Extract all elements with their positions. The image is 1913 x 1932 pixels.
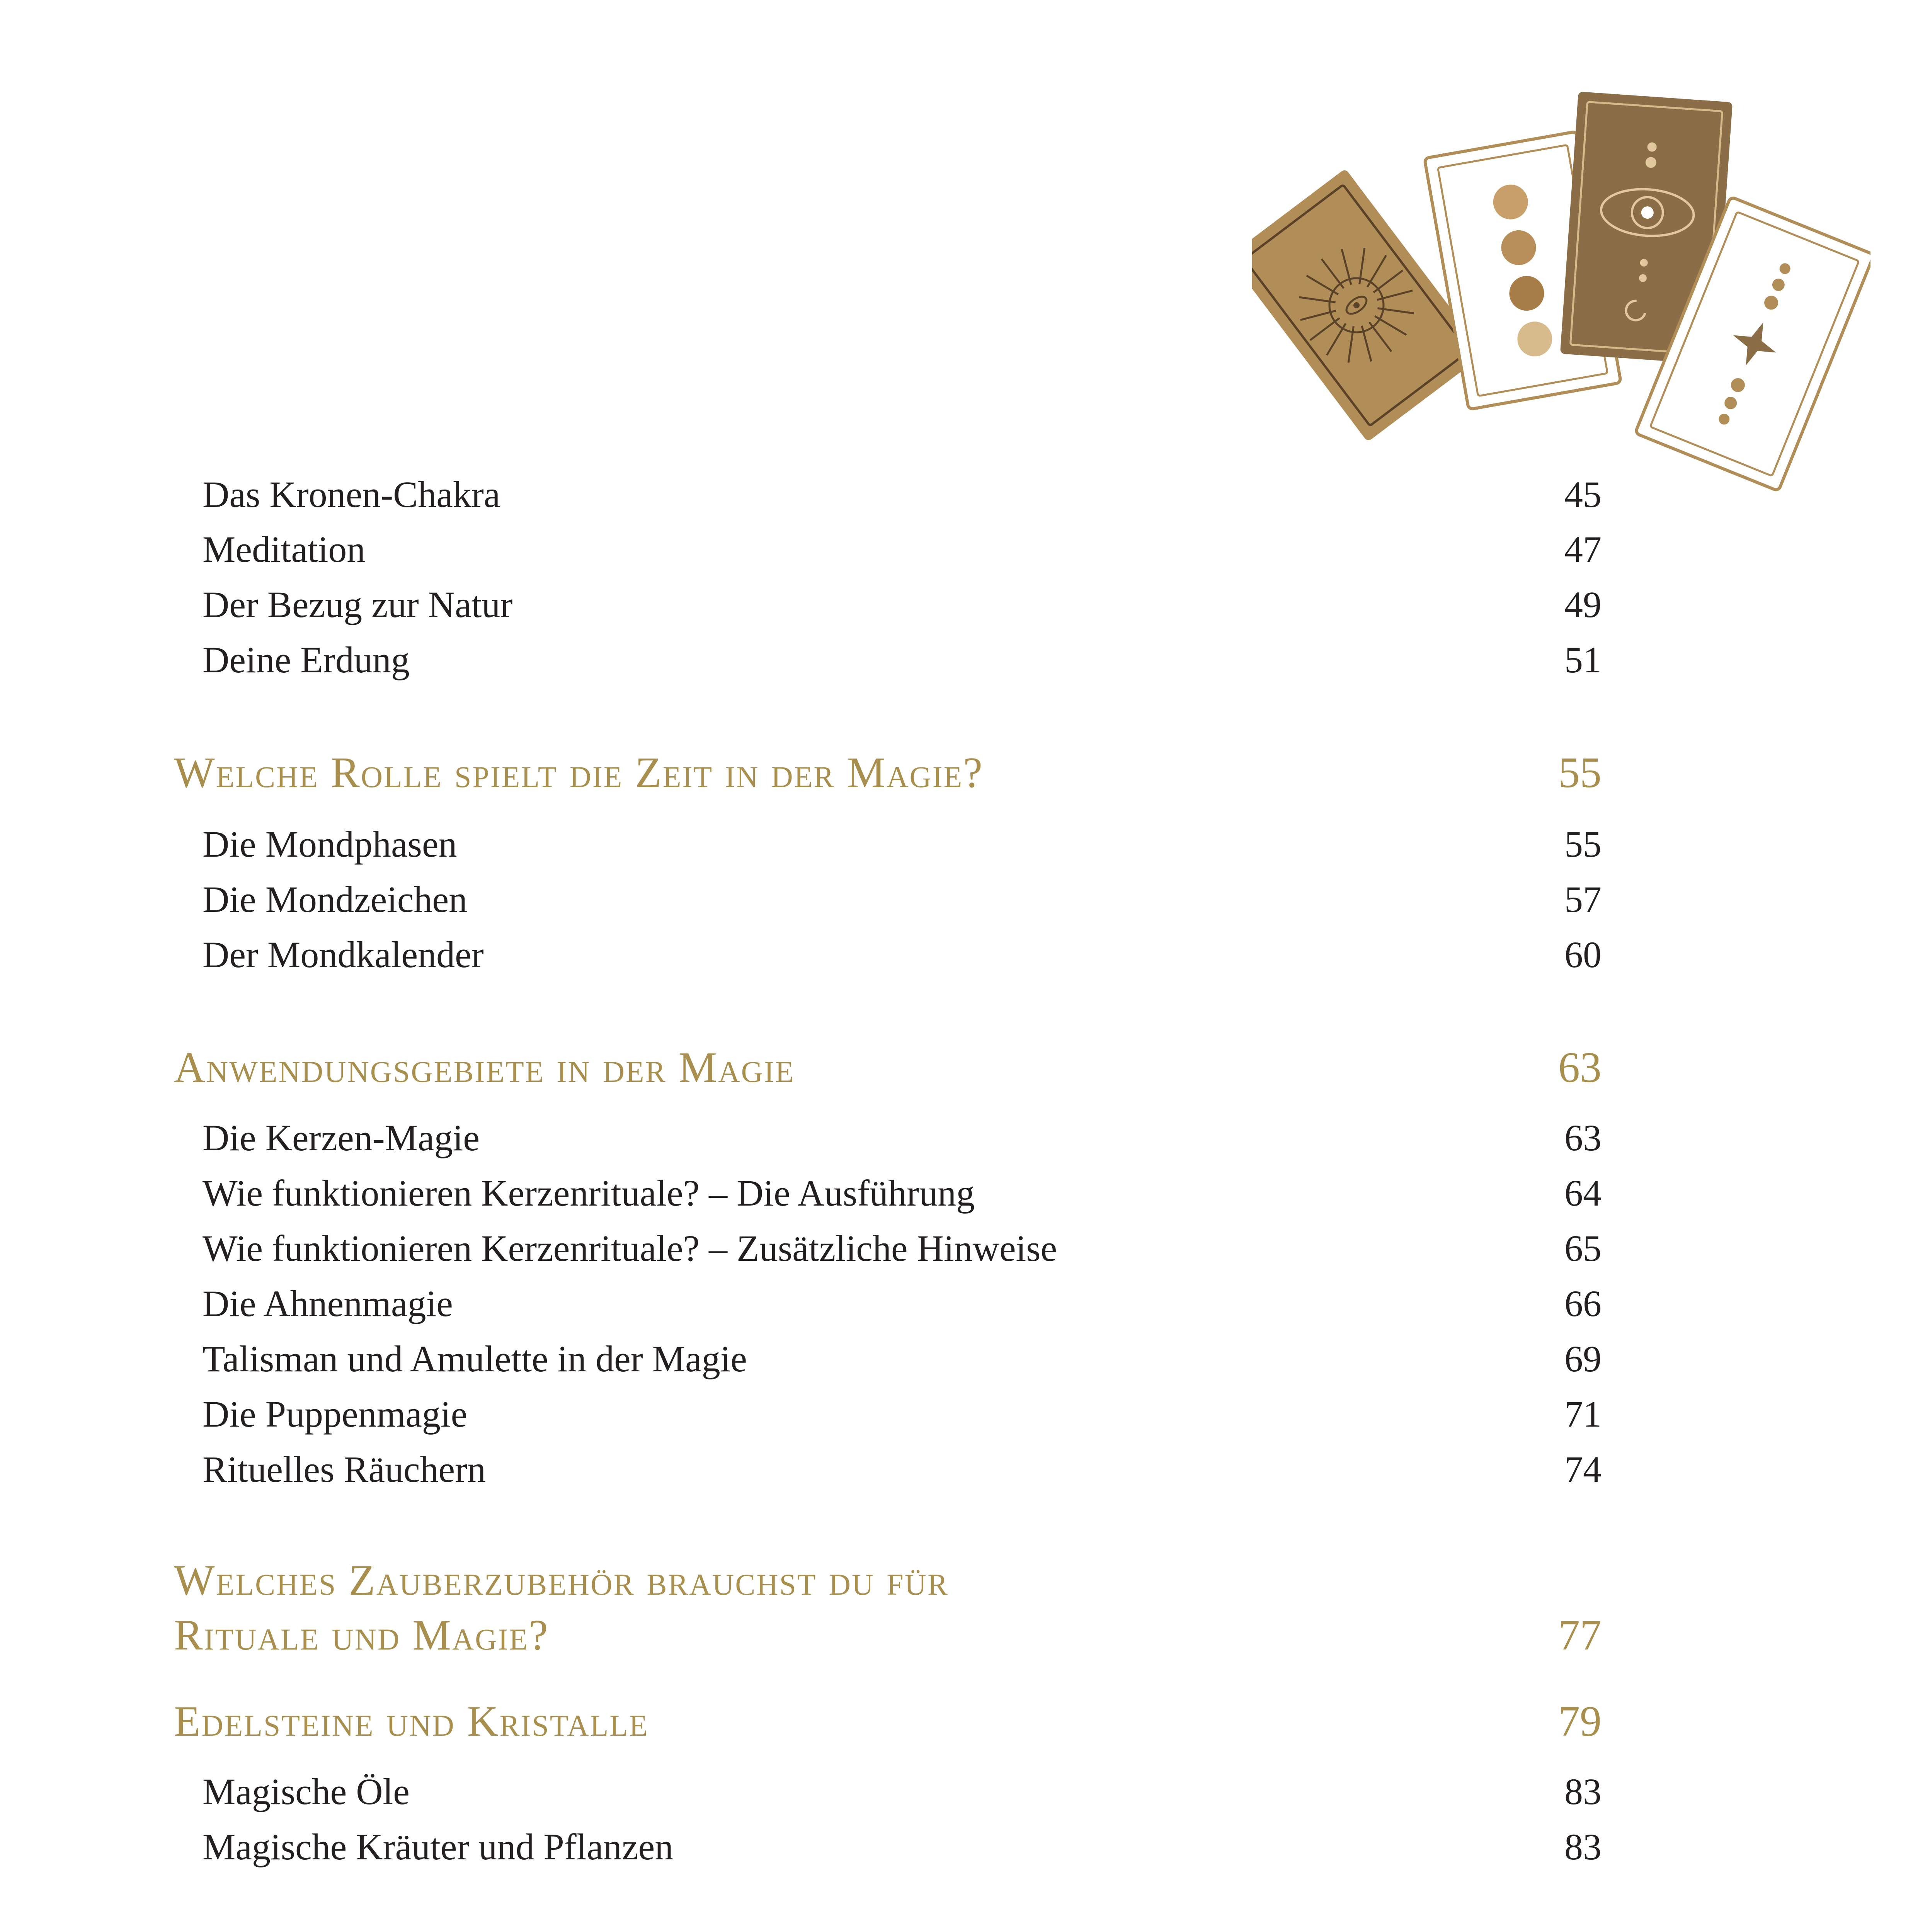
toc-section-heading[interactable]: [174, 1553, 1602, 1662]
toc-entry-page: 51: [1564, 639, 1602, 680]
toc-entry-label: Die Kerzen-Magie: [203, 1117, 480, 1158]
toc-entry[interactable]: [203, 1334, 1602, 1384]
toc-entry[interactable]: [203, 1223, 1602, 1274]
toc-entry[interactable]: [203, 1389, 1602, 1439]
toc-entry[interactable]: [203, 819, 1602, 869]
toc-entry-label: Der Mondkalender: [203, 934, 484, 975]
toc-entry-page: 57: [1564, 879, 1602, 920]
toc-entry-label: Die Ahnenmagie: [203, 1283, 453, 1324]
toc-entry-label: Magische Kräuter und Pflanzen: [203, 1826, 674, 1867]
toc-entry-page: 65: [1564, 1228, 1602, 1269]
toc-section-page: 63: [1558, 1044, 1602, 1092]
toc-entry[interactable]: [203, 874, 1602, 925]
toc-entry[interactable]: [203, 524, 1602, 575]
toc-entry-page: 74: [1564, 1449, 1602, 1490]
toc-entry-label: Rituelles Räuchern: [203, 1449, 486, 1490]
toc-entry-label: Meditation: [203, 529, 366, 570]
toc-entry-page: 45: [1564, 474, 1602, 515]
toc-entry-page: 60: [1564, 934, 1602, 975]
toc-entry-label: Magische Öle: [203, 1771, 410, 1812]
toc-section-page: 55: [1558, 749, 1602, 797]
toc-entry-label: Die Mondzeichen: [203, 879, 468, 920]
toc-entry[interactable]: [203, 1113, 1602, 1163]
toc-entry[interactable]: [203, 1168, 1602, 1218]
toc-entry-page: 83: [1564, 1826, 1602, 1867]
toc-entry-label: Wie funktionieren Kerzenrituale? – Die Ausführung: [203, 1172, 975, 1214]
toc-section-title-line2: Rituale und Magie?: [174, 1611, 549, 1659]
toc-entry-label: Die Puppenmagie: [203, 1393, 468, 1435]
toc-entry-label: Das Kronen-Chakra: [203, 474, 500, 515]
toc-entry[interactable]: [203, 1279, 1602, 1329]
toc-entry-label: Deine Erdung: [203, 639, 410, 680]
tarot-cards-illustration: [1252, 89, 1870, 514]
toc-entry-page: 49: [1564, 584, 1602, 625]
toc-entry[interactable]: [203, 1444, 1602, 1495]
toc-section-page: 79: [1558, 1697, 1602, 1745]
toc-entry-page: 63: [1564, 1117, 1602, 1158]
toc-entry-page: 64: [1564, 1172, 1602, 1214]
toc-section-title: Edelsteine und Kristalle: [174, 1697, 649, 1745]
toc-section-title: Anwendungsgebiete in der Magie: [174, 1044, 795, 1092]
toc-entry[interactable]: [203, 1767, 1602, 1817]
toc-entry-label: Die Mondphasen: [203, 823, 457, 865]
toc-entry-page: 83: [1564, 1771, 1602, 1812]
toc-entry-page: 47: [1564, 529, 1602, 570]
toc-entry[interactable]: [203, 635, 1602, 685]
toc-entry-page: 71: [1564, 1393, 1602, 1435]
toc-entry[interactable]: [203, 1822, 1602, 1872]
toc-section-title: Welche Rolle spielt die Zeit in der Magie?: [174, 749, 984, 797]
toc-entry-page: 55: [1564, 823, 1602, 865]
toc-entry[interactable]: [203, 930, 1602, 980]
toc-entry-page: 66: [1564, 1283, 1602, 1324]
toc-entry-page: 69: [1564, 1338, 1602, 1379]
toc-entry-label: Talisman und Amulette in der Magie: [203, 1338, 747, 1379]
toc-entry-label: Wie funktionieren Kerzenrituale? – Zusätzliche Hinweise: [203, 1228, 1057, 1269]
toc-entry[interactable]: [203, 469, 1602, 520]
toc-section-title-line1: Welches Zauberzubehör brauchst du für: [174, 1556, 949, 1604]
toc-section-page: 77: [1558, 1611, 1602, 1659]
toc-entry-label: Der Bezug zur Natur: [203, 584, 513, 625]
toc-entry[interactable]: [203, 580, 1602, 630]
